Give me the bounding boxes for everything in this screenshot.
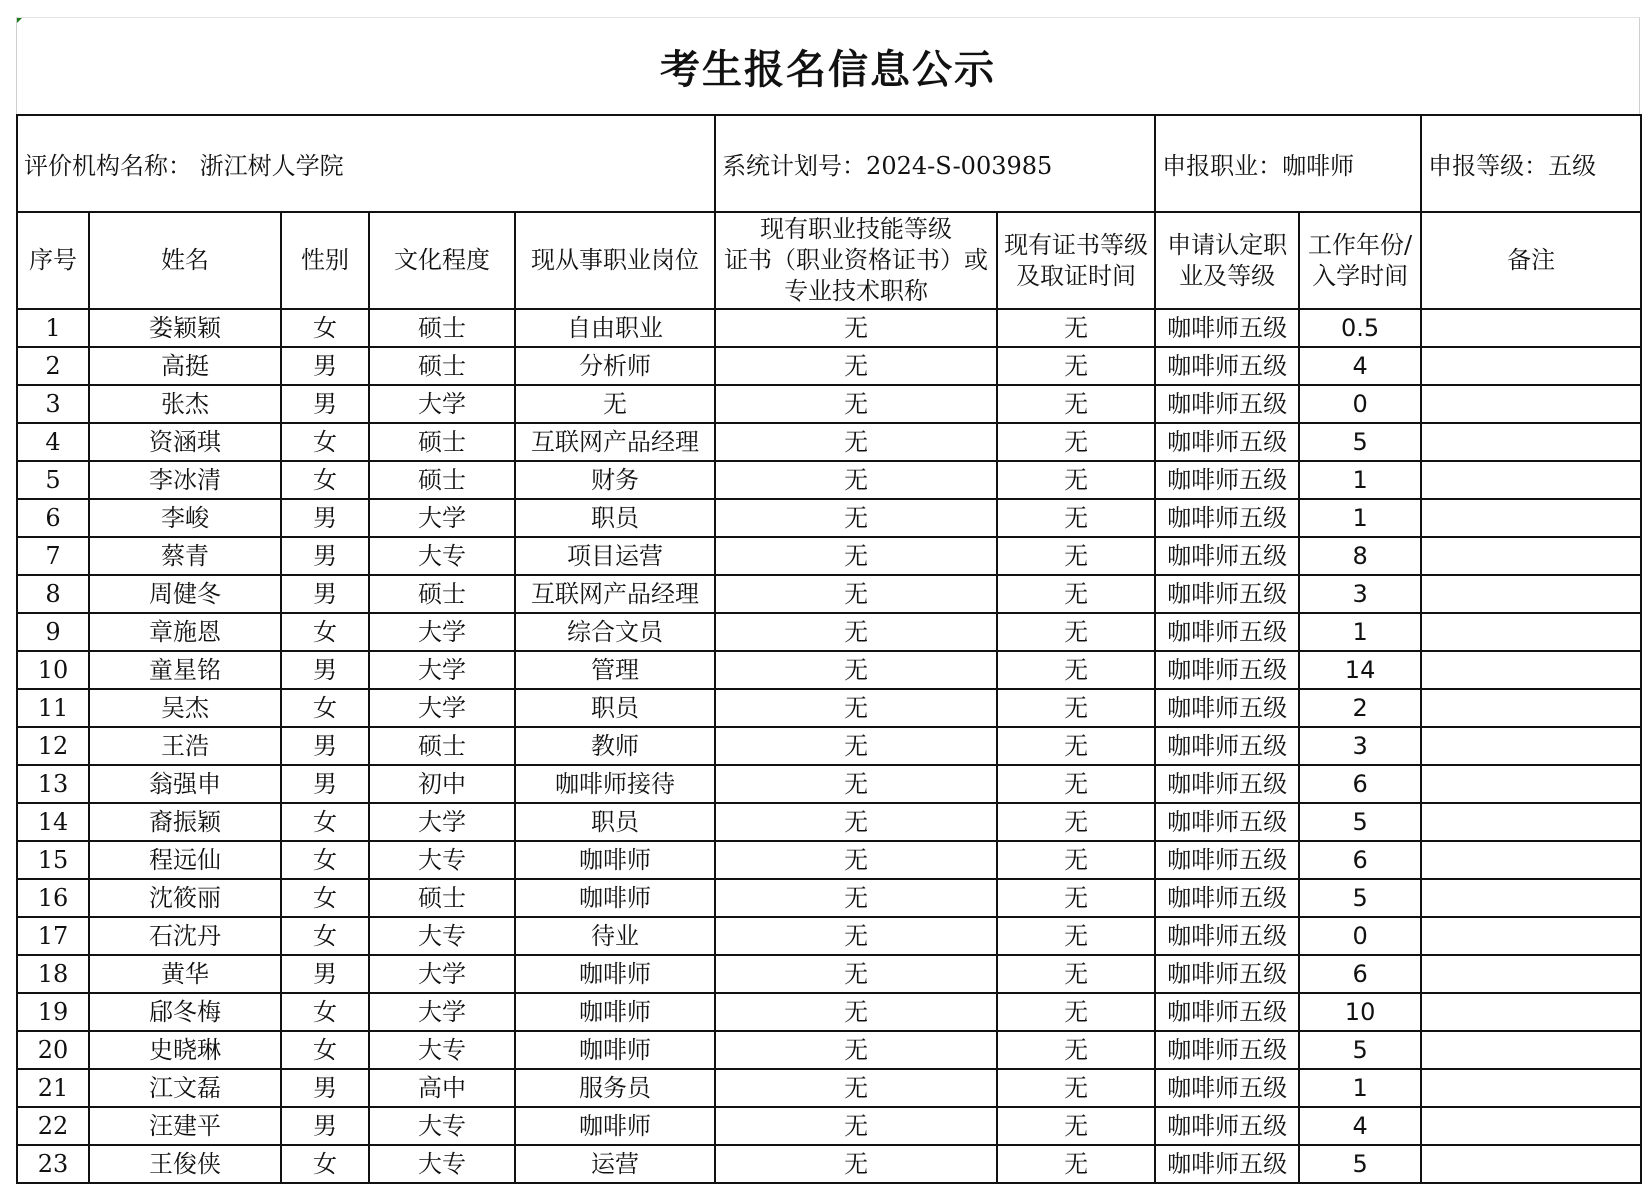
cell-apply: 咖啡师五级 [1155, 689, 1299, 727]
cell-position: 互联网产品经理 [515, 423, 715, 461]
cell-cert: 无 [715, 1069, 997, 1107]
cell-gender: 男 [281, 727, 369, 765]
cell-position: 咖啡师 [515, 1107, 715, 1145]
cell-seq: 5 [17, 461, 89, 499]
cell-years: 4 [1299, 347, 1421, 385]
cell-position: 分析师 [515, 347, 715, 385]
plan-number-cell: 系统计划号：2024-S-003985 [715, 115, 1155, 212]
cell-apply: 咖啡师五级 [1155, 1031, 1299, 1069]
header-years [1299, 212, 1421, 309]
cell-years: 3 [1299, 575, 1421, 613]
cell-education: 大学 [369, 993, 515, 1031]
cell-seq: 23 [17, 1145, 89, 1183]
table-row [17, 575, 1641, 613]
cell-gender: 男 [281, 1107, 369, 1145]
cell-cert-level: 无 [997, 461, 1155, 499]
cell-name: 张杰 [89, 385, 281, 423]
cell-remark [1421, 1031, 1641, 1069]
cell-cert-level: 无 [997, 309, 1155, 347]
cell-education: 初中 [369, 765, 515, 803]
header-years-line1: 工作年份/ [1308, 230, 1413, 259]
cell-cert-level: 无 [997, 803, 1155, 841]
cell-position: 职员 [515, 689, 715, 727]
cell-years: 0 [1299, 385, 1421, 423]
table-row [17, 917, 1641, 955]
cell-gender: 女 [281, 993, 369, 1031]
cell-gender: 女 [281, 689, 369, 727]
cell-cert-level: 无 [997, 879, 1155, 917]
table-row [17, 309, 1641, 347]
cell-cert-level: 无 [997, 1031, 1155, 1069]
header-apply [1155, 212, 1299, 309]
cell-seq: 14 [17, 803, 89, 841]
cell-cert: 无 [715, 993, 997, 1031]
cell-education: 大学 [369, 613, 515, 651]
cell-education: 硕士 [369, 879, 515, 917]
cell-name: 黄华 [89, 955, 281, 993]
cell-years: 6 [1299, 955, 1421, 993]
cell-cert: 无 [715, 499, 997, 537]
cell-gender: 男 [281, 955, 369, 993]
cell-seq: 12 [17, 727, 89, 765]
cell-seq: 3 [17, 385, 89, 423]
cell-seq: 6 [17, 499, 89, 537]
cell-position: 职员 [515, 803, 715, 841]
cell-gender: 男 [281, 1069, 369, 1107]
cell-position: 咖啡师 [515, 955, 715, 993]
header-cert-line2: 证书（职业资格证书）或 [724, 246, 989, 274]
cell-apply: 咖啡师五级 [1155, 1145, 1299, 1183]
table-row [17, 423, 1641, 461]
header-position: 现从事职业岗位 [515, 212, 715, 309]
cell-cert-level: 无 [997, 499, 1155, 537]
cell-cert: 无 [715, 841, 997, 879]
cell-education: 硕士 [369, 727, 515, 765]
cell-cert-level: 无 [997, 727, 1155, 765]
cell-seq: 1 [17, 309, 89, 347]
cell-gender: 女 [281, 917, 369, 955]
cell-education: 大专 [369, 1107, 515, 1145]
table-row [17, 689, 1641, 727]
cell-seq: 2 [17, 347, 89, 385]
cell-name: 翁强申 [89, 765, 281, 803]
title-row [16, 17, 1640, 114]
cell-education: 硕士 [369, 309, 515, 347]
cell-seq: 8 [17, 575, 89, 613]
cell-years: 1 [1299, 461, 1421, 499]
cell-years: 1 [1299, 1069, 1421, 1107]
cell-years: 6 [1299, 765, 1421, 803]
table-row [17, 879, 1641, 917]
cell-position: 财务 [515, 461, 715, 499]
cell-name: 沈筱丽 [89, 879, 281, 917]
header-gender: 性别 [281, 212, 369, 309]
table-row [17, 347, 1641, 385]
cell-name: 吴杰 [89, 689, 281, 727]
table-row [17, 993, 1641, 1031]
cell-apply: 咖啡师五级 [1155, 955, 1299, 993]
cell-years: 1 [1299, 499, 1421, 537]
cell-name: 程远仙 [89, 841, 281, 879]
cell-education: 硕士 [369, 461, 515, 499]
cell-name: 裔振颖 [89, 803, 281, 841]
cell-cert-level: 无 [997, 689, 1155, 727]
cell-remark [1421, 537, 1641, 575]
cell-cert: 无 [715, 651, 997, 689]
cell-cert-level: 无 [997, 955, 1155, 993]
header-years-line2: 入学时间 [1312, 261, 1409, 290]
cell-name: 高挺 [89, 347, 281, 385]
cell-apply: 咖啡师五级 [1155, 1107, 1299, 1145]
cell-gender: 女 [281, 841, 369, 879]
cell-seq: 19 [17, 993, 89, 1031]
cell-cert-level: 无 [997, 347, 1155, 385]
cell-remark [1421, 461, 1641, 499]
page-title: 考生报名信息公示 [660, 46, 996, 93]
cell-years: 2 [1299, 689, 1421, 727]
cell-cert: 无 [715, 689, 997, 727]
cell-years: 0.5 [1299, 309, 1421, 347]
cell-education: 大学 [369, 651, 515, 689]
table-row [17, 1031, 1641, 1069]
cell-name: 童星铭 [89, 651, 281, 689]
notice-sheet [16, 17, 1640, 1184]
cell-cert: 无 [715, 537, 997, 575]
cell-position: 咖啡师 [515, 841, 715, 879]
cell-cert: 无 [715, 309, 997, 347]
cell-apply: 咖啡师五级 [1155, 309, 1299, 347]
cell-apply: 咖啡师五级 [1155, 385, 1299, 423]
cell-education: 大专 [369, 1031, 515, 1069]
cell-gender: 男 [281, 499, 369, 537]
level-cell: 申报等级：五级 [1421, 115, 1641, 212]
cell-years: 5 [1299, 1031, 1421, 1069]
table-row [17, 727, 1641, 765]
table-row [17, 841, 1641, 879]
cell-position: 服务员 [515, 1069, 715, 1107]
cell-apply: 咖啡师五级 [1155, 993, 1299, 1031]
cell-remark [1421, 1069, 1641, 1107]
header-seq: 序号 [17, 212, 89, 309]
cell-apply: 咖啡师五级 [1155, 499, 1299, 537]
cell-remark [1421, 765, 1641, 803]
cell-position: 运营 [515, 1145, 715, 1183]
cell-gender: 男 [281, 651, 369, 689]
cell-apply: 咖啡师五级 [1155, 917, 1299, 955]
cell-education: 大专 [369, 917, 515, 955]
org-cell: 评价机构名称： 浙江树人学院 [17, 115, 715, 212]
cell-cert-level: 无 [997, 993, 1155, 1031]
cell-name: 王浩 [89, 727, 281, 765]
header-name: 姓名 [89, 212, 281, 309]
cell-cert-level: 无 [997, 575, 1155, 613]
cell-cert: 无 [715, 917, 997, 955]
cell-seq: 18 [17, 955, 89, 993]
table-row [17, 537, 1641, 575]
table-row [17, 1145, 1641, 1183]
cell-remark [1421, 955, 1641, 993]
cell-cert: 无 [715, 1031, 997, 1069]
header-cert-line1: 现有职业技能等级 [760, 215, 953, 243]
cell-position: 咖啡师 [515, 879, 715, 917]
cell-position: 自由职业 [515, 309, 715, 347]
cell-name: 娄颖颖 [89, 309, 281, 347]
cell-seq: 9 [17, 613, 89, 651]
cell-position: 互联网产品经理 [515, 575, 715, 613]
cell-cert: 无 [715, 347, 997, 385]
cell-apply: 咖啡师五级 [1155, 575, 1299, 613]
table-row [17, 651, 1641, 689]
occupation-cell: 申报职业：咖啡师 [1155, 115, 1421, 212]
table-row [17, 1069, 1641, 1107]
cell-cert: 无 [715, 575, 997, 613]
cell-gender: 男 [281, 765, 369, 803]
cell-cert-level: 无 [997, 613, 1155, 651]
header-cert-line3: 专业技术职称 [784, 277, 929, 305]
table-row [17, 461, 1641, 499]
cell-years: 8 [1299, 537, 1421, 575]
cell-cert-level: 无 [997, 1069, 1155, 1107]
cell-apply: 咖啡师五级 [1155, 803, 1299, 841]
cell-years: 5 [1299, 1145, 1421, 1183]
cell-education: 大学 [369, 385, 515, 423]
cell-seq: 13 [17, 765, 89, 803]
cell-cert-level: 无 [997, 385, 1155, 423]
cell-position: 咖啡师 [515, 1031, 715, 1069]
cell-gender: 女 [281, 803, 369, 841]
cell-position: 管理 [515, 651, 715, 689]
cell-cert: 无 [715, 765, 997, 803]
cell-education: 大学 [369, 689, 515, 727]
header-cert [715, 212, 997, 309]
cell-cert: 无 [715, 879, 997, 917]
cell-apply: 咖啡师五级 [1155, 765, 1299, 803]
cell-seq: 17 [17, 917, 89, 955]
cell-remark [1421, 803, 1641, 841]
cell-years: 5 [1299, 879, 1421, 917]
cell-name: 李冰清 [89, 461, 281, 499]
cell-remark [1421, 423, 1641, 461]
cell-years: 14 [1299, 651, 1421, 689]
cell-apply: 咖啡师五级 [1155, 727, 1299, 765]
cell-cert-level: 无 [997, 917, 1155, 955]
cell-cert: 无 [715, 803, 997, 841]
registration-table [16, 114, 1642, 1184]
cell-seq: 21 [17, 1069, 89, 1107]
cell-cert: 无 [715, 1107, 997, 1145]
cell-cert: 无 [715, 423, 997, 461]
table-row [17, 803, 1641, 841]
header-apply-line2: 业及等级 [1179, 261, 1276, 290]
cell-cert-level: 无 [997, 1107, 1155, 1145]
cell-gender: 女 [281, 423, 369, 461]
cell-position: 咖啡师 [515, 993, 715, 1031]
cell-cert-level: 无 [997, 423, 1155, 461]
cell-name: 郈冬梅 [89, 993, 281, 1031]
cell-gender: 男 [281, 537, 369, 575]
cell-remark [1421, 727, 1641, 765]
cell-cert-level: 无 [997, 651, 1155, 689]
cell-apply: 咖啡师五级 [1155, 879, 1299, 917]
cell-years: 6 [1299, 841, 1421, 879]
cell-apply: 咖啡师五级 [1155, 423, 1299, 461]
cell-name: 章施恩 [89, 613, 281, 651]
cell-position: 综合文员 [515, 613, 715, 651]
cell-remark [1421, 499, 1641, 537]
cell-cert: 无 [715, 461, 997, 499]
cell-seq: 10 [17, 651, 89, 689]
cell-education: 大学 [369, 955, 515, 993]
cell-position: 项目运营 [515, 537, 715, 575]
cell-remark [1421, 651, 1641, 689]
cell-gender: 女 [281, 1145, 369, 1183]
table-row [17, 385, 1641, 423]
cell-name: 蔡青 [89, 537, 281, 575]
info-row [17, 115, 1641, 212]
cell-cert-level: 无 [997, 1145, 1155, 1183]
cell-name: 汪建平 [89, 1107, 281, 1145]
cell-years: 3 [1299, 727, 1421, 765]
cell-name: 石沈丹 [89, 917, 281, 955]
header-remark: 备注 [1421, 212, 1641, 309]
cell-apply: 咖啡师五级 [1155, 537, 1299, 575]
cell-seq: 7 [17, 537, 89, 575]
cell-name: 李峻 [89, 499, 281, 537]
cell-years: 5 [1299, 423, 1421, 461]
cell-education: 硕士 [369, 575, 515, 613]
header-apply-line1: 申请认定职 [1167, 230, 1288, 259]
cell-apply: 咖啡师五级 [1155, 1069, 1299, 1107]
cell-gender: 女 [281, 461, 369, 499]
cell-seq: 4 [17, 423, 89, 461]
cell-apply: 咖啡师五级 [1155, 651, 1299, 689]
header-cert-level-line1: 现有证书等级 [1004, 230, 1149, 259]
cell-seq: 15 [17, 841, 89, 879]
cell-remark [1421, 841, 1641, 879]
cell-position: 咖啡师接待 [515, 765, 715, 803]
cell-seq: 11 [17, 689, 89, 727]
cell-remark [1421, 917, 1641, 955]
table-row [17, 499, 1641, 537]
cell-cert-level: 无 [997, 841, 1155, 879]
cell-cert-level: 无 [997, 537, 1155, 575]
cell-remark [1421, 993, 1641, 1031]
header-cert-level-line2: 及取证时间 [1016, 261, 1137, 290]
cell-apply: 咖啡师五级 [1155, 841, 1299, 879]
cell-years: 10 [1299, 993, 1421, 1031]
header-education: 文化程度 [369, 212, 515, 309]
cell-gender: 男 [281, 347, 369, 385]
cell-cert-level: 无 [997, 765, 1155, 803]
table-row [17, 1107, 1641, 1145]
cell-education: 大专 [369, 1145, 515, 1183]
cell-education: 大专 [369, 537, 515, 575]
cell-remark [1421, 347, 1641, 385]
table-row [17, 613, 1641, 651]
cell-name: 江文磊 [89, 1069, 281, 1107]
cell-position: 无 [515, 385, 715, 423]
cell-gender: 女 [281, 1031, 369, 1069]
cell-position: 职员 [515, 499, 715, 537]
cell-education: 硕士 [369, 347, 515, 385]
cell-cert: 无 [715, 385, 997, 423]
cell-gender: 男 [281, 575, 369, 613]
cell-seq: 16 [17, 879, 89, 917]
header-cert-level [997, 212, 1155, 309]
table-row [17, 955, 1641, 993]
cell-remark [1421, 575, 1641, 613]
cell-cert: 无 [715, 955, 997, 993]
cell-gender: 女 [281, 613, 369, 651]
cell-name: 资涵琪 [89, 423, 281, 461]
cell-years: 5 [1299, 803, 1421, 841]
cell-education: 大学 [369, 499, 515, 537]
cell-remark [1421, 689, 1641, 727]
cell-gender: 女 [281, 309, 369, 347]
cell-remark [1421, 1107, 1641, 1145]
cell-position: 教师 [515, 727, 715, 765]
cell-years: 0 [1299, 917, 1421, 955]
cell-cert: 无 [715, 727, 997, 765]
cell-remark [1421, 1145, 1641, 1183]
cell-years: 4 [1299, 1107, 1421, 1145]
cell-cert: 无 [715, 613, 997, 651]
cell-cert: 无 [715, 1145, 997, 1183]
cell-remark [1421, 385, 1641, 423]
cell-years: 1 [1299, 613, 1421, 651]
cell-name: 王俊侠 [89, 1145, 281, 1183]
cell-apply: 咖啡师五级 [1155, 613, 1299, 651]
cell-position: 待业 [515, 917, 715, 955]
cell-remark [1421, 613, 1641, 651]
cell-education: 硕士 [369, 423, 515, 461]
cell-gender: 女 [281, 879, 369, 917]
cell-education: 高中 [369, 1069, 515, 1107]
cell-apply: 咖啡师五级 [1155, 347, 1299, 385]
cell-education: 大专 [369, 841, 515, 879]
cell-apply: 咖啡师五级 [1155, 461, 1299, 499]
header-row [17, 212, 1641, 309]
cell-remark [1421, 879, 1641, 917]
cell-education: 大学 [369, 803, 515, 841]
cell-seq: 22 [17, 1107, 89, 1145]
cell-remark [1421, 309, 1641, 347]
cell-gender: 男 [281, 385, 369, 423]
table-row [17, 765, 1641, 803]
cell-name: 史晓琳 [89, 1031, 281, 1069]
cell-seq: 20 [17, 1031, 89, 1069]
cell-name: 周健冬 [89, 575, 281, 613]
